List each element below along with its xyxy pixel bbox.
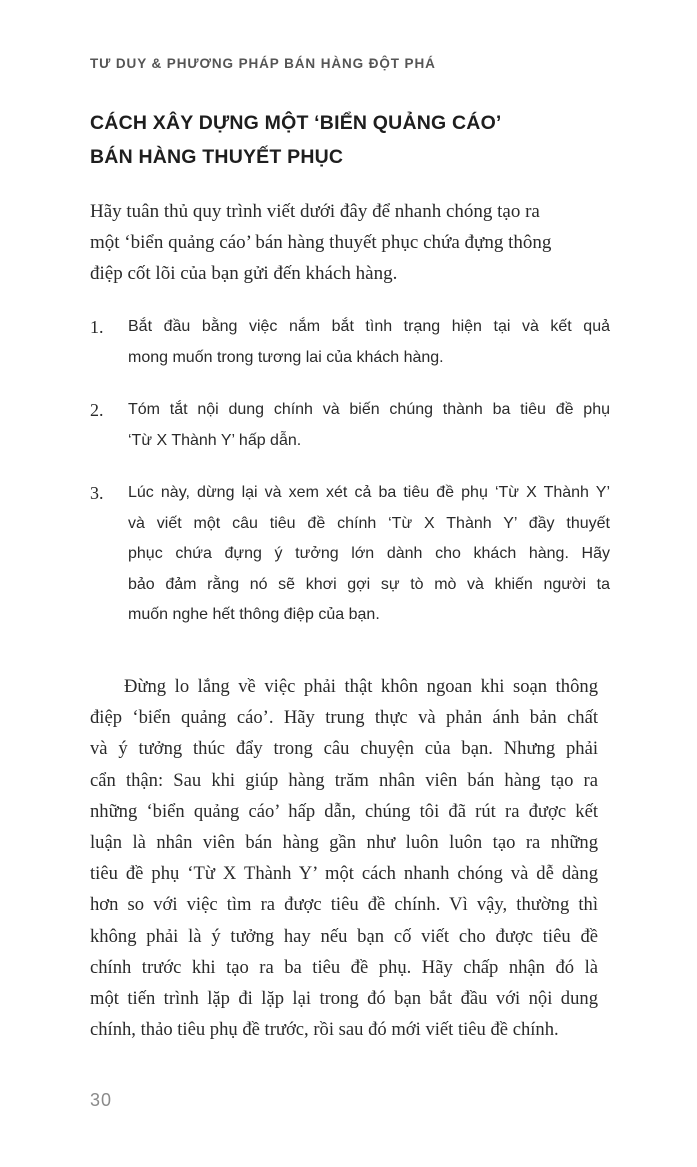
body-line: Đừng lo lắng về việc phải thật khôn ngoan khi soạn thông: [124, 676, 598, 697]
body-line: không phải là ý tưởng hay nếu bạn cố viết cho được tiêu đề: [90, 925, 598, 947]
step-line: Lúc này, dừng lại và xem xét cả ba tiêu đề phụ ‘Từ X Thành Y’: [128, 484, 610, 501]
section-title: [90, 106, 650, 174]
body-paragraph: [90, 671, 598, 1045]
numbered-steps-list: [90, 312, 610, 653]
step-number: 1.: [90, 317, 104, 337]
section-title-line: CÁCH XÂY DỰNG MỘT ‘BIỂN QUẢNG CÁO’: [90, 112, 502, 134]
running-header: TƯ DUY & PHƯƠNG PHÁP BÁN HÀNG ĐỘT PHÁ: [90, 56, 436, 71]
step-line: và viết một câu tiêu đề chính ‘Từ X Thành Y’ đầy thuyết: [128, 514, 610, 532]
step-number: 2.: [90, 400, 104, 420]
body-line: chính, thảo tiêu phụ đề trước, rồi sau đó mới viết tiêu đề chính.: [90, 1019, 559, 1041]
body-line: một tiến trình lặp đi lặp lại trong đó bạn bắt đầu với nội dung: [90, 988, 598, 1010]
step-line: muốn nghe hết thông điệp của bạn.: [128, 606, 380, 623]
step-line: bảo đảm rằng nó sẽ khơi gợi sự tò mò và khiến người ta: [128, 575, 610, 593]
list-item-step-1: [90, 312, 610, 373]
intro-line: Hãy tuân thủ quy trình viết dưới đây để nhanh chóng tạo ra: [90, 201, 540, 222]
body-line: tiêu đề phụ ‘Từ X Thành Y’ một cách nhanh chóng và dễ dàng: [90, 863, 598, 885]
body-line: và ý tưởng thúc đẩy trong câu chuyện của bạn. Nhưng phải: [90, 738, 598, 760]
page-number: 30: [90, 1090, 113, 1110]
step-line: ‘Từ X Thành Y’ hấp dẫn.: [128, 431, 302, 449]
step-line: phục chứa đựng ý tưởng lớn dành cho khách hàng. Hãy: [128, 545, 610, 562]
step-line: Tóm tắt nội dung chính và biến chúng thành ba tiêu đề phụ: [128, 401, 610, 418]
intro-line: một ‘biển quảng cáo’ bán hàng thuyết phục chứa đựng thông: [90, 232, 552, 253]
intro-paragraph: [90, 196, 610, 289]
body-line: hơn so với việc tìm ra được tiêu đề chính. Vì vậy, thường thì: [90, 894, 598, 916]
body-line: luận là nhân viên bán hàng gần như luôn luôn tạo ra những: [90, 832, 598, 854]
body-line: những ‘biển quảng cáo’ hấp dẫn, chúng tôi đã rút ra được kết: [90, 800, 598, 822]
body-line: điệp ‘biển quảng cáo’. Hãy trung thực và phản ánh bản chất: [90, 707, 598, 729]
step-number: 3.: [90, 483, 104, 503]
step-line: mong muốn trong tương lai của khách hàng.: [128, 348, 444, 366]
section-title-line: BÁN HÀNG THUYẾT PHỤC: [90, 146, 344, 168]
step-line: Bắt đầu bằng việc nắm bắt tình trạng hiện tại và kết quả: [128, 318, 610, 335]
body-line: cẩn thận: Sau khi giúp hàng trăm nhân viên bán hàng tạo ra: [90, 769, 598, 791]
intro-line: điệp cốt lõi của bạn gửi đến khách hàng.: [90, 263, 398, 284]
body-line: chính trước khi tạo ra ba tiêu đề phụ. Hãy chấp nhận đó là: [90, 956, 598, 978]
list-item-step-3: [90, 478, 610, 631]
list-item-step-2: [90, 395, 610, 456]
